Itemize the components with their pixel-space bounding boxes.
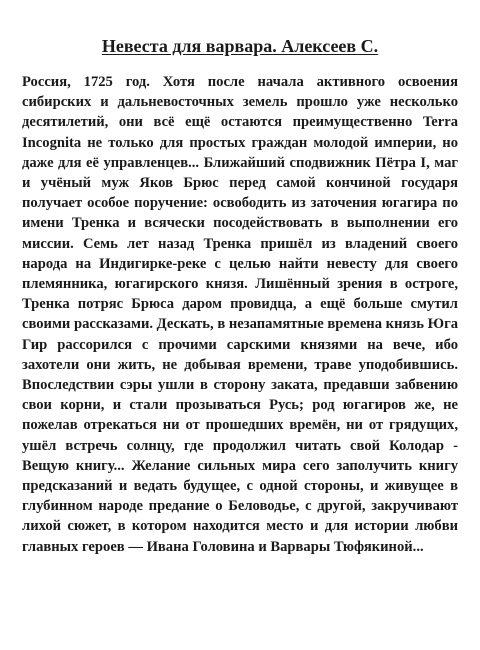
document-title: Невеста для варвара. Алексеев С. — [101, 36, 379, 56]
document-body: Россия, 1725 год. Хотя после начала активного освоения сибирских и дальневосточных земель прошло уже несколько десятилетий, они всё ещё остаются преимущественно Terra Incognita не только для простых граждан молодой империи, но даже для её управленцев... Ближайший сподвижник Пётра I, маг и учёный муж Яков Брюс перед самой кончиной государя получает особое поручение: освободить из заточения югагира по имени Тренка и всячески посодействовать в выполнении его миссии. Семь лет назад Тренка пришёл из владений своего народа на Индигирке-реке с целью найти невесту для своего племянника, югагирского князя. Лишённый зрения в остроге, Тренка потряс Брюса даром провидца, а ещё больше смутил своими рассказами. Дескать, в незапамятные времена князь Юга Гир рассорился с прочими сарскими князями на вече, ибо захотели они жить, не добывая времени, траве уподобившись. Впоследствии сэры ушли в сторону заката, предавши забвению свои корни, и стали прозываться Русь; род югагиров же, не пожелав отрекаться ни от прошедших времён, ни от грядущих, ушёл встречь солнцу, где продолжил читать свой Колодар - Вещую книгу... Желание сильных мира сего заполучить книгу предсказаний и ведать будущее, с одной стороны, и живущее в глубинном народе предание о Беловодье, с другой, закручивают лихой сюжет, в котором находится место и для истории любви главных героев — Ивана Головина и Варвары Тюфякиной... — [22, 74, 458, 555]
